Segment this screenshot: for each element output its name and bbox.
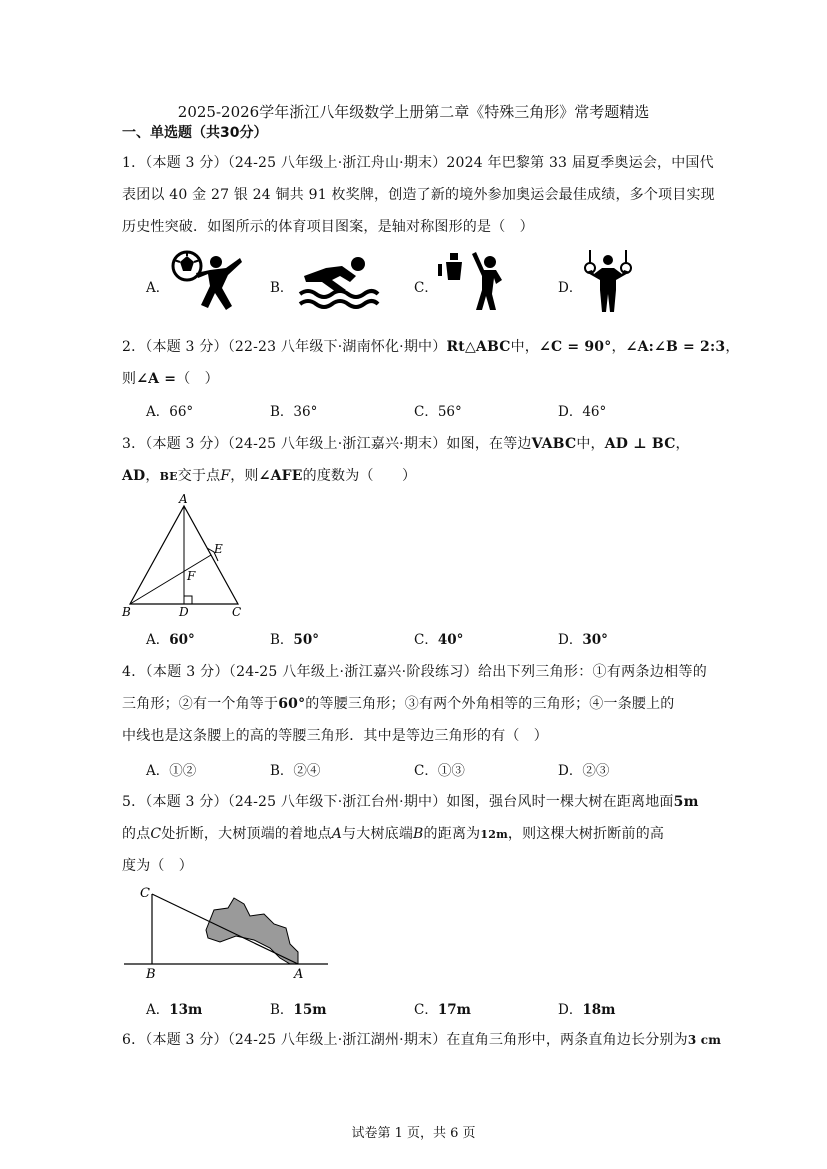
q2-text-mid: 中，	[510, 339, 540, 355]
q5-line-2	[122, 823, 707, 843]
q5-text-b: 的点	[122, 826, 151, 842]
section-heading: 一、单选题（共30分）	[122, 125, 268, 141]
q4-line-2	[122, 693, 707, 713]
q1-line-2: 表团以 40 金 27 银 24 铜共 91 枚奖牌，创造了新的境外参加奥运会最佳成绩，多个项目实现	[122, 187, 715, 203]
q5-option-a-letter: A．	[146, 1002, 170, 1018]
q5-point-c: C	[150, 826, 162, 842]
q3-comma-2: ，	[145, 468, 160, 484]
q1-option-b-label: B．	[270, 280, 294, 296]
gymnastics-rings-pictogram-icon	[580, 248, 636, 314]
q3-segment-be: BE	[159, 470, 178, 483]
q2-option-b: B．36°	[270, 404, 318, 420]
q5-point-b: B	[413, 826, 424, 842]
q5-label-b: B	[146, 967, 156, 980]
q4-option-b: B．②④	[270, 763, 321, 779]
q2-angle-ratio: ∠A:∠B = 2:3	[625, 339, 726, 355]
q2-text-then: 则	[122, 371, 137, 387]
q3-point-f: F	[220, 468, 231, 484]
q2-angle-a: ∠A =	[136, 371, 177, 387]
q3-line-2	[122, 465, 707, 485]
q5-option-b-value: 15m	[293, 1002, 327, 1018]
q3-label-b: B	[122, 605, 131, 619]
q3-option-a	[146, 628, 195, 648]
q3-comma: ，	[675, 436, 690, 452]
q3-label-e: E	[214, 542, 223, 556]
q3-text-tail: 的度数为（ ）	[302, 468, 417, 484]
q3-text-mid: 中，	[576, 436, 605, 452]
q2-triangle: Rt△ABC	[446, 339, 511, 355]
q6-value: 3 cm	[687, 1033, 722, 1047]
q5-text-a: 5．（本题 3 分）（24-25 八年级下·浙江台州·期中）如图，强台风时一棵大树在距离地面	[122, 794, 674, 810]
q3-option-a-letter: A．	[146, 632, 170, 648]
q3-label-f: F	[187, 569, 196, 583]
q4-option-a: A．①②	[146, 763, 197, 779]
q5-option-b-letter: B．	[270, 1002, 294, 1018]
q4-line-1: 4．（本题 3 分）（24-25 八年级上·浙江嘉兴·阶段练习）给出下列三角形：①有两条边相等的	[122, 664, 707, 680]
page-title: 2025-2026学年浙江八年级数学上册第二章《特殊三角形》常考题精选	[177, 103, 650, 121]
q3-perpendicular: AD ⊥ BC	[604, 436, 676, 452]
q5-distance: 12m	[480, 828, 508, 841]
q5-text-d: 与大树底端	[342, 826, 414, 842]
q3-label-d: D	[179, 605, 189, 619]
q5-label-c: C	[140, 886, 150, 901]
q6-text: 6．（本题 3 分）（24-25 八年级上·浙江湖州·期末）在直角三角形中，两条直角边长分别为	[122, 1032, 688, 1048]
q1-option-d-label: D．	[558, 280, 583, 296]
q5-line-1	[122, 791, 707, 811]
q3-source: 3．（本题 3 分）（24-25 八年级上·浙江嘉兴·期末）如图，在等边	[122, 436, 532, 452]
q2-text-tail: ，	[725, 339, 740, 355]
q5-line-3: 度为（ ）	[122, 858, 193, 874]
q5-text-c: 处折断，大树顶端的着地点	[161, 826, 332, 842]
q5-height: 5m	[673, 794, 699, 810]
q5-label-a: A	[294, 967, 304, 980]
q4-option-c: C．①③	[414, 763, 465, 779]
q3-option-b	[270, 628, 319, 648]
q3-label-c: C	[232, 605, 242, 619]
q5-option-a	[146, 998, 202, 1018]
q1-option-c-label: C．	[414, 280, 438, 296]
q5-option-d-value: 18m	[582, 1002, 616, 1018]
q2-option-a: A．66°	[146, 404, 194, 420]
q3-option-b-value: 50°	[293, 632, 319, 648]
q4-text-b: 的等腰三角形；③有两个外角相等的三角形；④一条腰上的	[305, 696, 675, 712]
soccer-pictogram-icon	[170, 248, 246, 314]
q1-line-3: 历史性突破．如图所示的体育项目图案，是轴对称图形的是（ ）	[122, 219, 534, 235]
q5-text-e: 的距离为	[423, 826, 481, 842]
q5-option-d	[558, 998, 615, 1018]
q3-option-c-value: 40°	[437, 632, 464, 648]
page-footer: 试卷第 1 页，共 6 页	[351, 1126, 476, 1141]
q5-option-b	[270, 998, 327, 1018]
q5-option-d-letter: D．	[558, 1002, 583, 1018]
q2-option-d: D．46°	[558, 404, 607, 420]
swimming-pictogram-icon	[296, 254, 380, 312]
q6-line-1	[122, 1029, 722, 1049]
q5-tree-figure	[122, 882, 332, 980]
q5-option-a-value: 13m	[169, 1002, 203, 1018]
q3-triangle: VABC	[531, 436, 577, 452]
q4-option-d: D．②③	[558, 763, 610, 779]
q5-option-c-value: 17m	[437, 1002, 471, 1018]
q2-text-sep: ，	[611, 339, 626, 355]
q3-option-a-value: 60°	[169, 632, 195, 648]
q3-option-b-letter: B．	[270, 632, 294, 648]
q3-triangle-figure	[120, 490, 250, 620]
q2-option-c: C．56°	[414, 404, 462, 420]
q2-source: 2．（本题 3 分）（22-23 八年级下·湖南怀化·期中）	[122, 339, 447, 355]
q2-line-2	[122, 368, 707, 388]
q5-point-a: A	[331, 826, 343, 842]
q1-line-1: 1．（本题 3 分）（24-25 八年级上·浙江舟山·期末）2024 年巴黎第 33 届夏季奥运会，中国代	[122, 155, 714, 171]
q1-option-a-label: A．	[146, 280, 170, 296]
q4-line-3: 中线也是这条腰上的高的等腰三角形．其中是等边三角形的有（ ）	[122, 728, 548, 744]
q2-blank: （ ）	[176, 371, 219, 387]
q3-option-d-value: 30°	[582, 632, 608, 648]
q3-angle-afe: ∠AFE	[258, 468, 303, 484]
q3-line-1	[122, 433, 707, 453]
q3-segment-ad: AD	[122, 468, 146, 484]
q4-degree: 60°	[278, 696, 306, 712]
q2-line-1	[122, 336, 740, 356]
q4-text-a: 三角形；②有一个角等于	[122, 696, 279, 712]
q3-text-then: ，则	[230, 468, 259, 484]
q3-text-meet: 交于点	[177, 468, 221, 484]
q3-option-c	[414, 628, 463, 648]
q3-option-d-letter: D．	[558, 632, 583, 648]
q3-label-a: A	[179, 492, 188, 506]
shooting-pictogram-icon	[436, 250, 514, 312]
q5-option-c-letter: C．	[414, 1002, 438, 1018]
q3-option-d	[558, 628, 608, 648]
q5-option-c	[414, 998, 471, 1018]
q2-angle-c: ∠C = 90°	[539, 339, 612, 355]
q5-text-f: ，则这棵大树折断前的高	[507, 826, 665, 842]
q3-option-c-letter: C．	[414, 632, 438, 648]
